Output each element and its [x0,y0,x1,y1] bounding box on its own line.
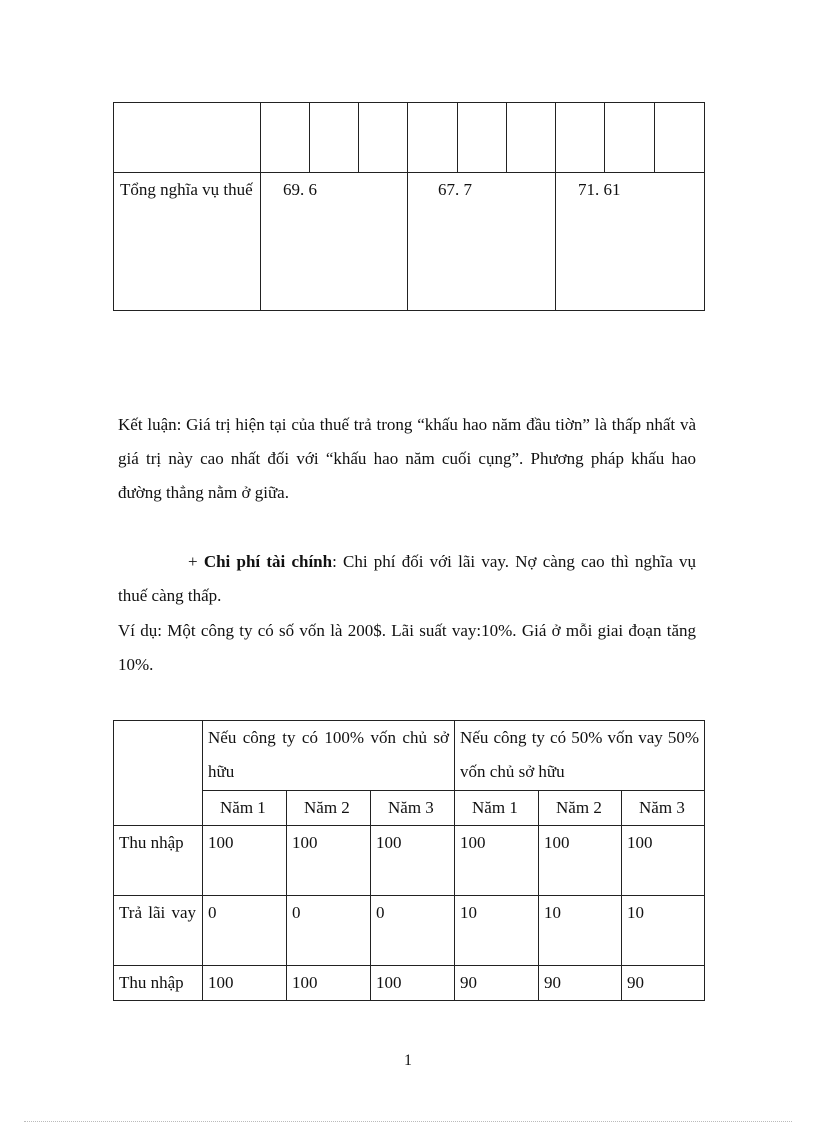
table-cell [261,103,310,173]
table-cell: 100 [371,966,455,1001]
table-row [114,966,705,1001]
table-cell: 100 [203,826,287,896]
table-cell: 100 [455,826,539,896]
table-cell: 100 [371,826,455,896]
table-cell: 90 [455,966,539,1001]
capital-structure-table [113,720,705,1001]
table-cell: 0 [287,896,371,966]
finance-cost-paragraph [118,545,696,613]
table-header-row [114,721,705,791]
row-label: Thu nhập [114,826,203,896]
table-cell: 100 [287,826,371,896]
table-cell: 100 [203,966,287,1001]
table-row [114,173,705,311]
year-header: Năm 3 [622,791,705,826]
table-cell [114,103,261,173]
table-cell [655,103,705,173]
finance-prefix: + [188,552,204,571]
table-cell: 90 [622,966,705,1001]
table-cell [556,103,605,173]
year-header: Năm 2 [287,791,371,826]
table-cell: 10 [622,896,705,966]
table-row [114,103,705,173]
year-header: Năm 1 [455,791,539,826]
row-label-total-tax: Tổng nghĩa vụ thuế [114,173,261,311]
table-cell [507,103,556,173]
table-cell [458,103,507,173]
finance-text: : Chi phí đối với lãi vay. Nợ càng cao thì nghĩa vụ thuế càng thấp. [118,552,696,605]
header-debt-50: Nếu công ty có 50% vốn vay 50% vốn chủ sở hữu [455,721,705,791]
table-corner-cell [114,721,203,826]
value-method-1: 69. 6 [261,173,408,311]
table-cell: 10 [455,896,539,966]
page-number: 1 [404,1052,412,1069]
header-equity-100: Nếu công ty có 100% vốn chủ sở hữu [203,721,455,791]
table-cell [605,103,655,173]
table-header-row [114,791,705,826]
row-label: Thu nhập [114,966,203,1001]
value-method-3: 71. 61 [556,173,705,311]
table-cell: 10 [539,896,622,966]
value-method-2: 67. 7 [408,173,556,311]
table-cell [310,103,359,173]
table-cell: 0 [371,896,455,966]
table-cell: 100 [622,826,705,896]
table-cell: 0 [203,896,287,966]
conclusion-paragraph: Kết luận: Giá trị hiện tại của thuế trả trong “khấu hao năm đầu tiờn” là thấp nhất và giá trị này cao nhất đối với “khấu hao năm cuối cụng”. Phương pháp khấu hao đường thẳng nằm ở giữa. [118,415,696,502]
table-cell: 100 [539,826,622,896]
table-cell [408,103,458,173]
example-paragraph: Ví dụ: Một công ty có số vốn là 200$. Lãi suất vay:10%. Giá ở mỗi giai đoạn tăng 10%. [118,621,696,674]
table-cell: 100 [287,966,371,1001]
table-row [114,896,705,966]
year-header: Năm 1 [203,791,287,826]
year-header: Năm 3 [371,791,455,826]
row-label: Trả lãi vay [114,896,203,966]
table-cell: 90 [539,966,622,1001]
table-cell [359,103,408,173]
tax-obligation-table [113,102,705,311]
table-row [114,826,705,896]
finance-term: Chi phí tài chính [203,552,333,571]
page-bottom-rule [24,1121,792,1122]
year-header: Năm 2 [539,791,622,826]
